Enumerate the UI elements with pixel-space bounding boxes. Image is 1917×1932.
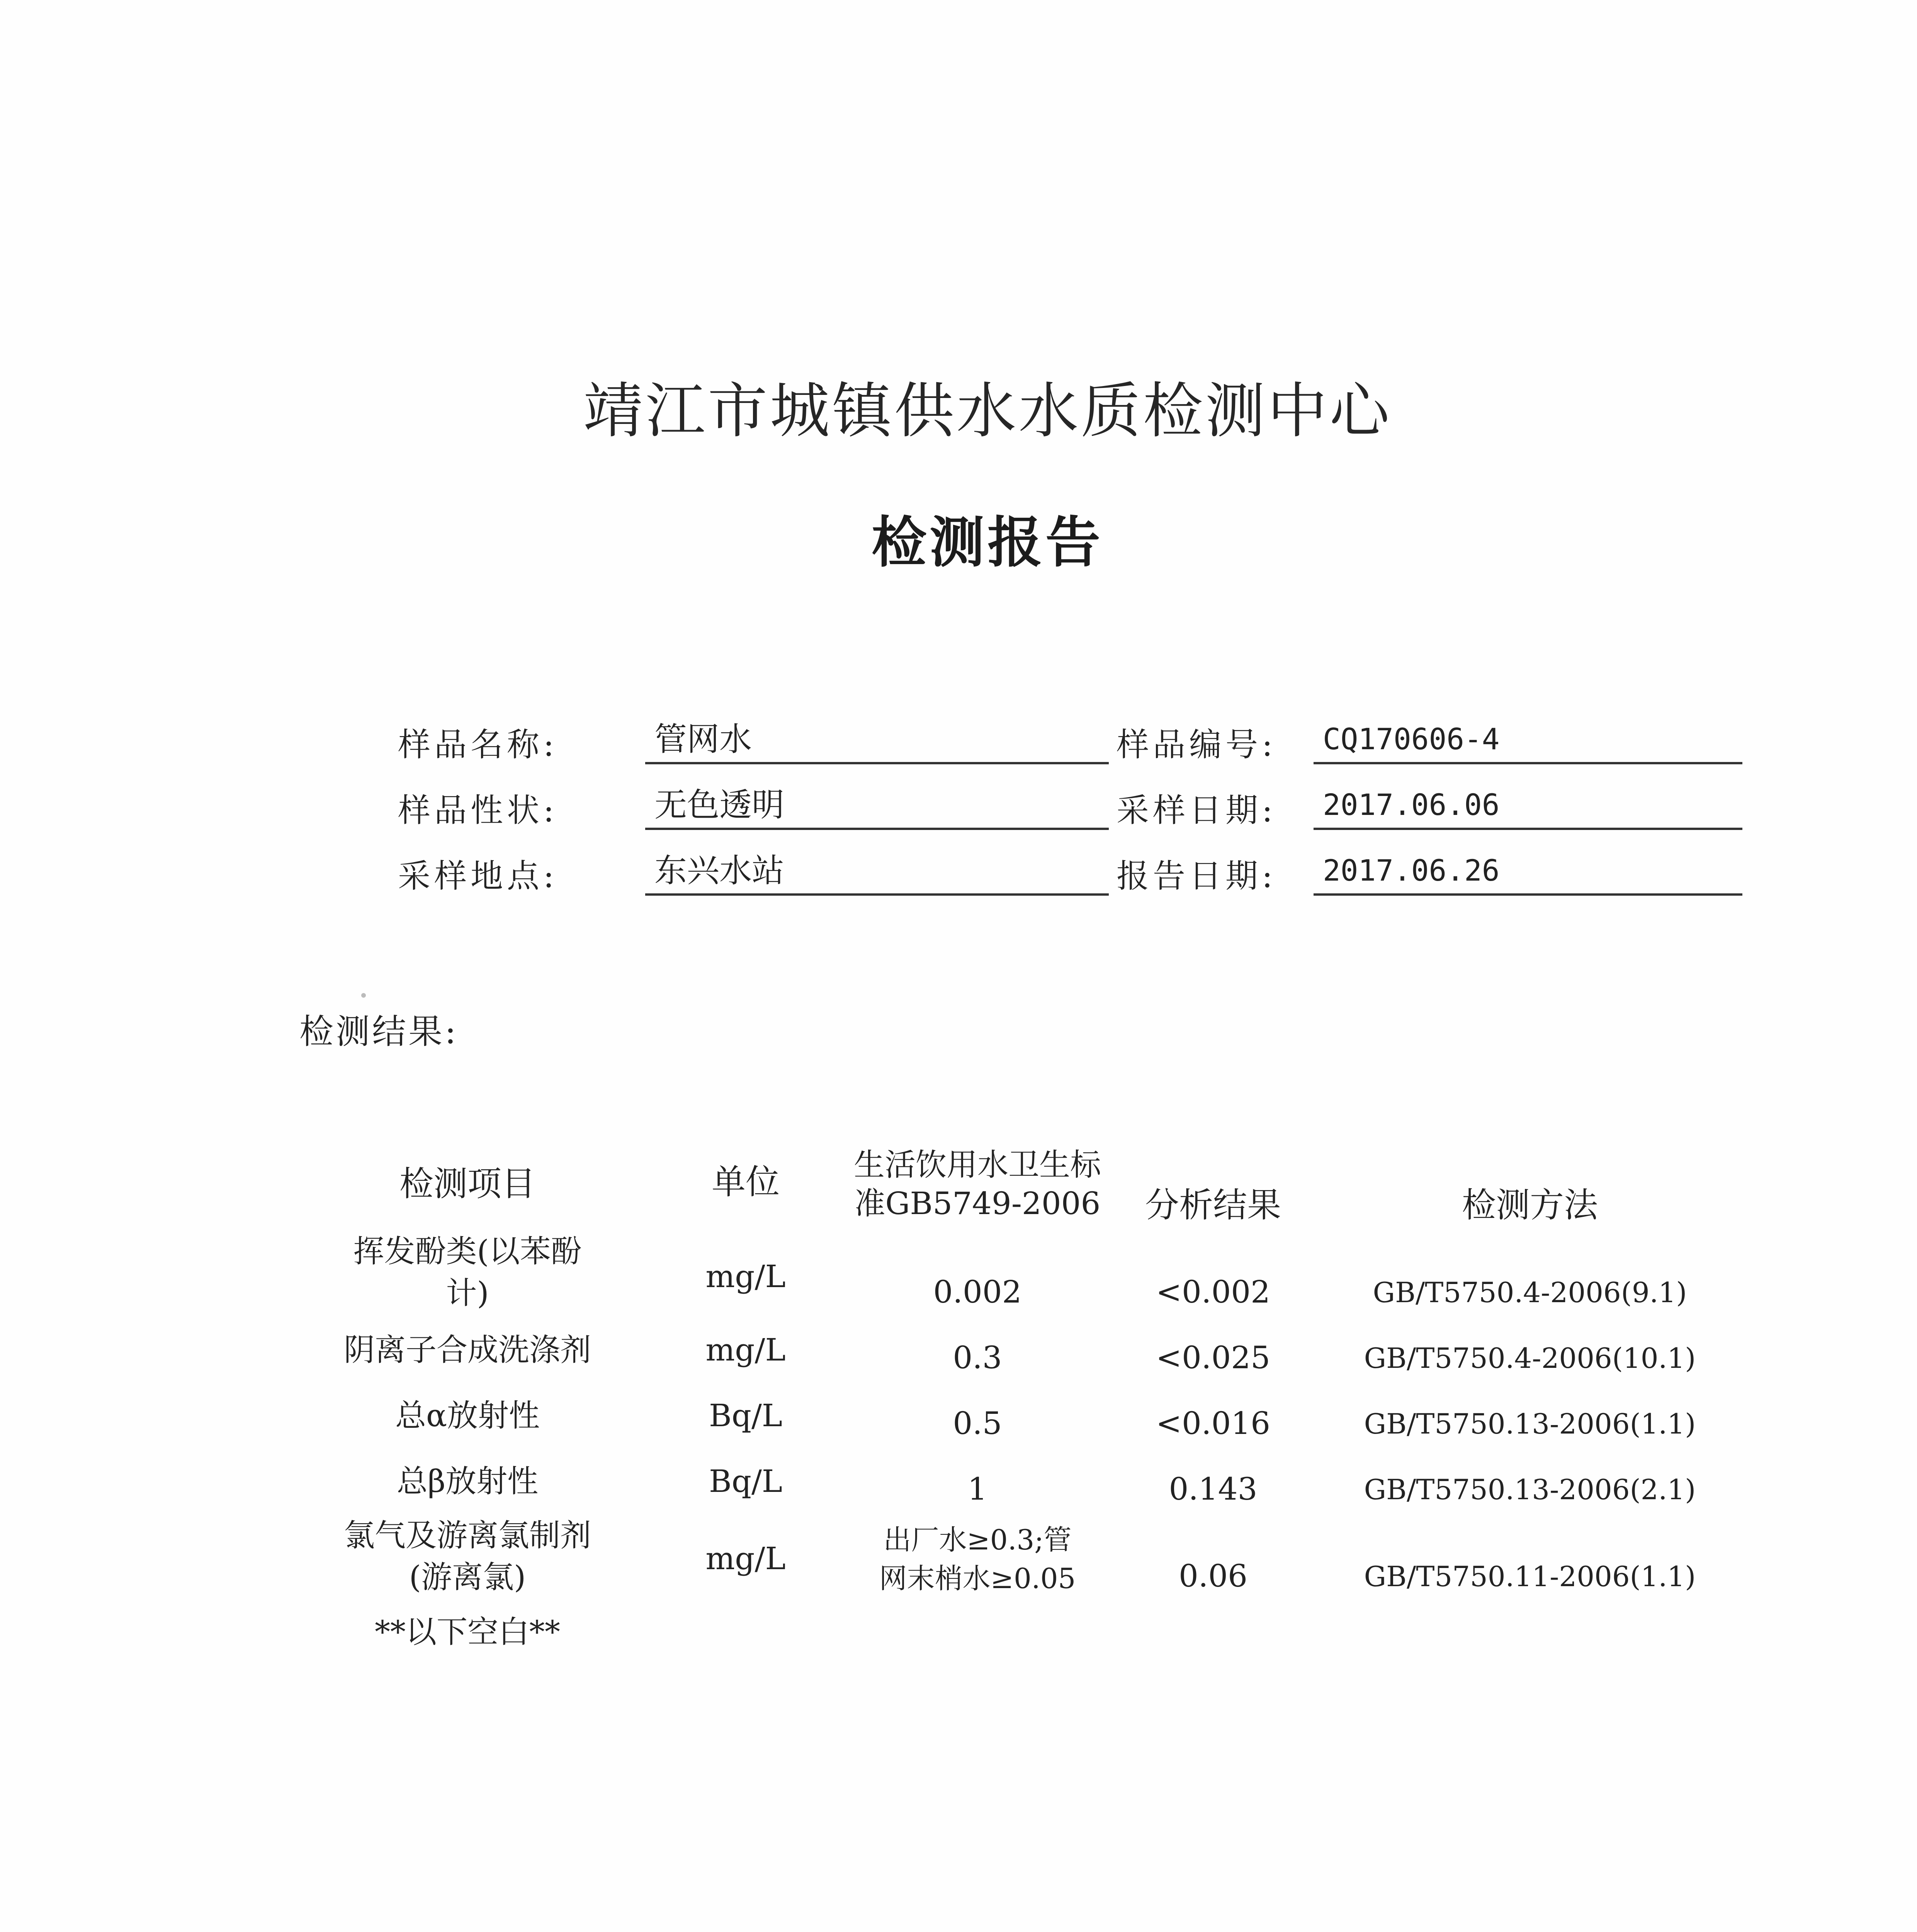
row-standard: 1: [967, 1471, 987, 1507]
sample-name-label: 样品名称:: [398, 726, 558, 764]
row-result: <0.025: [1156, 1340, 1271, 1376]
row-item: 总β放射性: [396, 1463, 539, 1499]
row-standard: 0.3: [953, 1340, 1002, 1376]
row-standard: 0.002: [933, 1274, 1022, 1310]
row-item: [294, 1515, 641, 1598]
row-unit: Bq/L: [709, 1463, 783, 1499]
header-standard-line1: 生活饮用水卫生标: [854, 1147, 1101, 1183]
row-method: GB/T5750.11-2006(1.1): [1364, 1560, 1696, 1593]
sample-appearance-value: 无色透明: [645, 784, 1109, 830]
row-method: GB/T5750.4-2006(9.1): [1373, 1276, 1687, 1309]
sample-name-value: 管网水: [645, 718, 1109, 764]
row-standard: [823, 1520, 1132, 1598]
row-method: GB/T5750.13-2006(2.1): [1364, 1473, 1696, 1506]
sampling-date-label: 采样日期:: [1117, 791, 1277, 829]
sample-number-label: 样品编号:: [1117, 726, 1277, 764]
row-method: GB/T5750.13-2006(1.1): [1364, 1408, 1696, 1440]
row-result: 0.143: [1169, 1471, 1258, 1507]
header-item: 检测项目: [399, 1164, 535, 1204]
report-date-label: 报告日期:: [1117, 857, 1277, 895]
sample-number-value: CQ170606-4: [1314, 718, 1742, 764]
row-item-line1: 挥发酚类(以苯酚: [353, 1233, 582, 1269]
sampling-location-value: 东兴水站: [645, 849, 1109, 896]
row-standard-line1: 出厂水≥0.3;管: [883, 1524, 1072, 1556]
row-standard: 0.5: [953, 1405, 1002, 1441]
sample-appearance-label: 样品性状:: [398, 791, 558, 829]
report-title: 检测报告: [872, 510, 1103, 575]
row-result: <0.002: [1156, 1274, 1271, 1310]
header-standard: [823, 1146, 1132, 1223]
row-item: 总α放射性: [395, 1398, 540, 1434]
header-standard-line2: 准GB5749-2006: [854, 1185, 1101, 1221]
row-item: 阴离子合成洗涤剂: [344, 1332, 591, 1368]
organization-name: 靖江市城镇供水水质检测中心: [583, 376, 1392, 446]
sampling-location-label: 采样地点:: [398, 857, 558, 895]
row-result: 0.06: [1178, 1558, 1248, 1594]
scan-speck: [361, 993, 366, 998]
row-unit: mg/L: [705, 1541, 786, 1577]
report-date-value: 2017.06.26: [1314, 849, 1742, 896]
results-section-label: 检测结果:: [299, 1012, 459, 1051]
header-unit: 单位: [711, 1162, 780, 1202]
row-method: GB/T5750.4-2006(10.1): [1364, 1342, 1696, 1374]
sampling-date-value: 2017.06.06: [1314, 784, 1742, 830]
row-standard-line2: 网末梢水≥0.05: [879, 1562, 1076, 1595]
row-unit: mg/L: [705, 1332, 786, 1368]
end-of-results-marker: **以下空白**: [375, 1614, 560, 1650]
row-item-line1: 氯气及游离氯制剂: [344, 1517, 591, 1553]
row-item-line2: 计): [446, 1275, 489, 1311]
row-unit: Bq/L: [709, 1398, 783, 1434]
row-item-line2: (游离氯): [409, 1559, 526, 1595]
header-result: 分析结果: [1145, 1185, 1281, 1225]
row-unit: mg/L: [705, 1259, 786, 1294]
header-method: 检测方法: [1462, 1185, 1598, 1225]
row-item: [294, 1231, 641, 1314]
row-result: <0.016: [1156, 1405, 1271, 1441]
